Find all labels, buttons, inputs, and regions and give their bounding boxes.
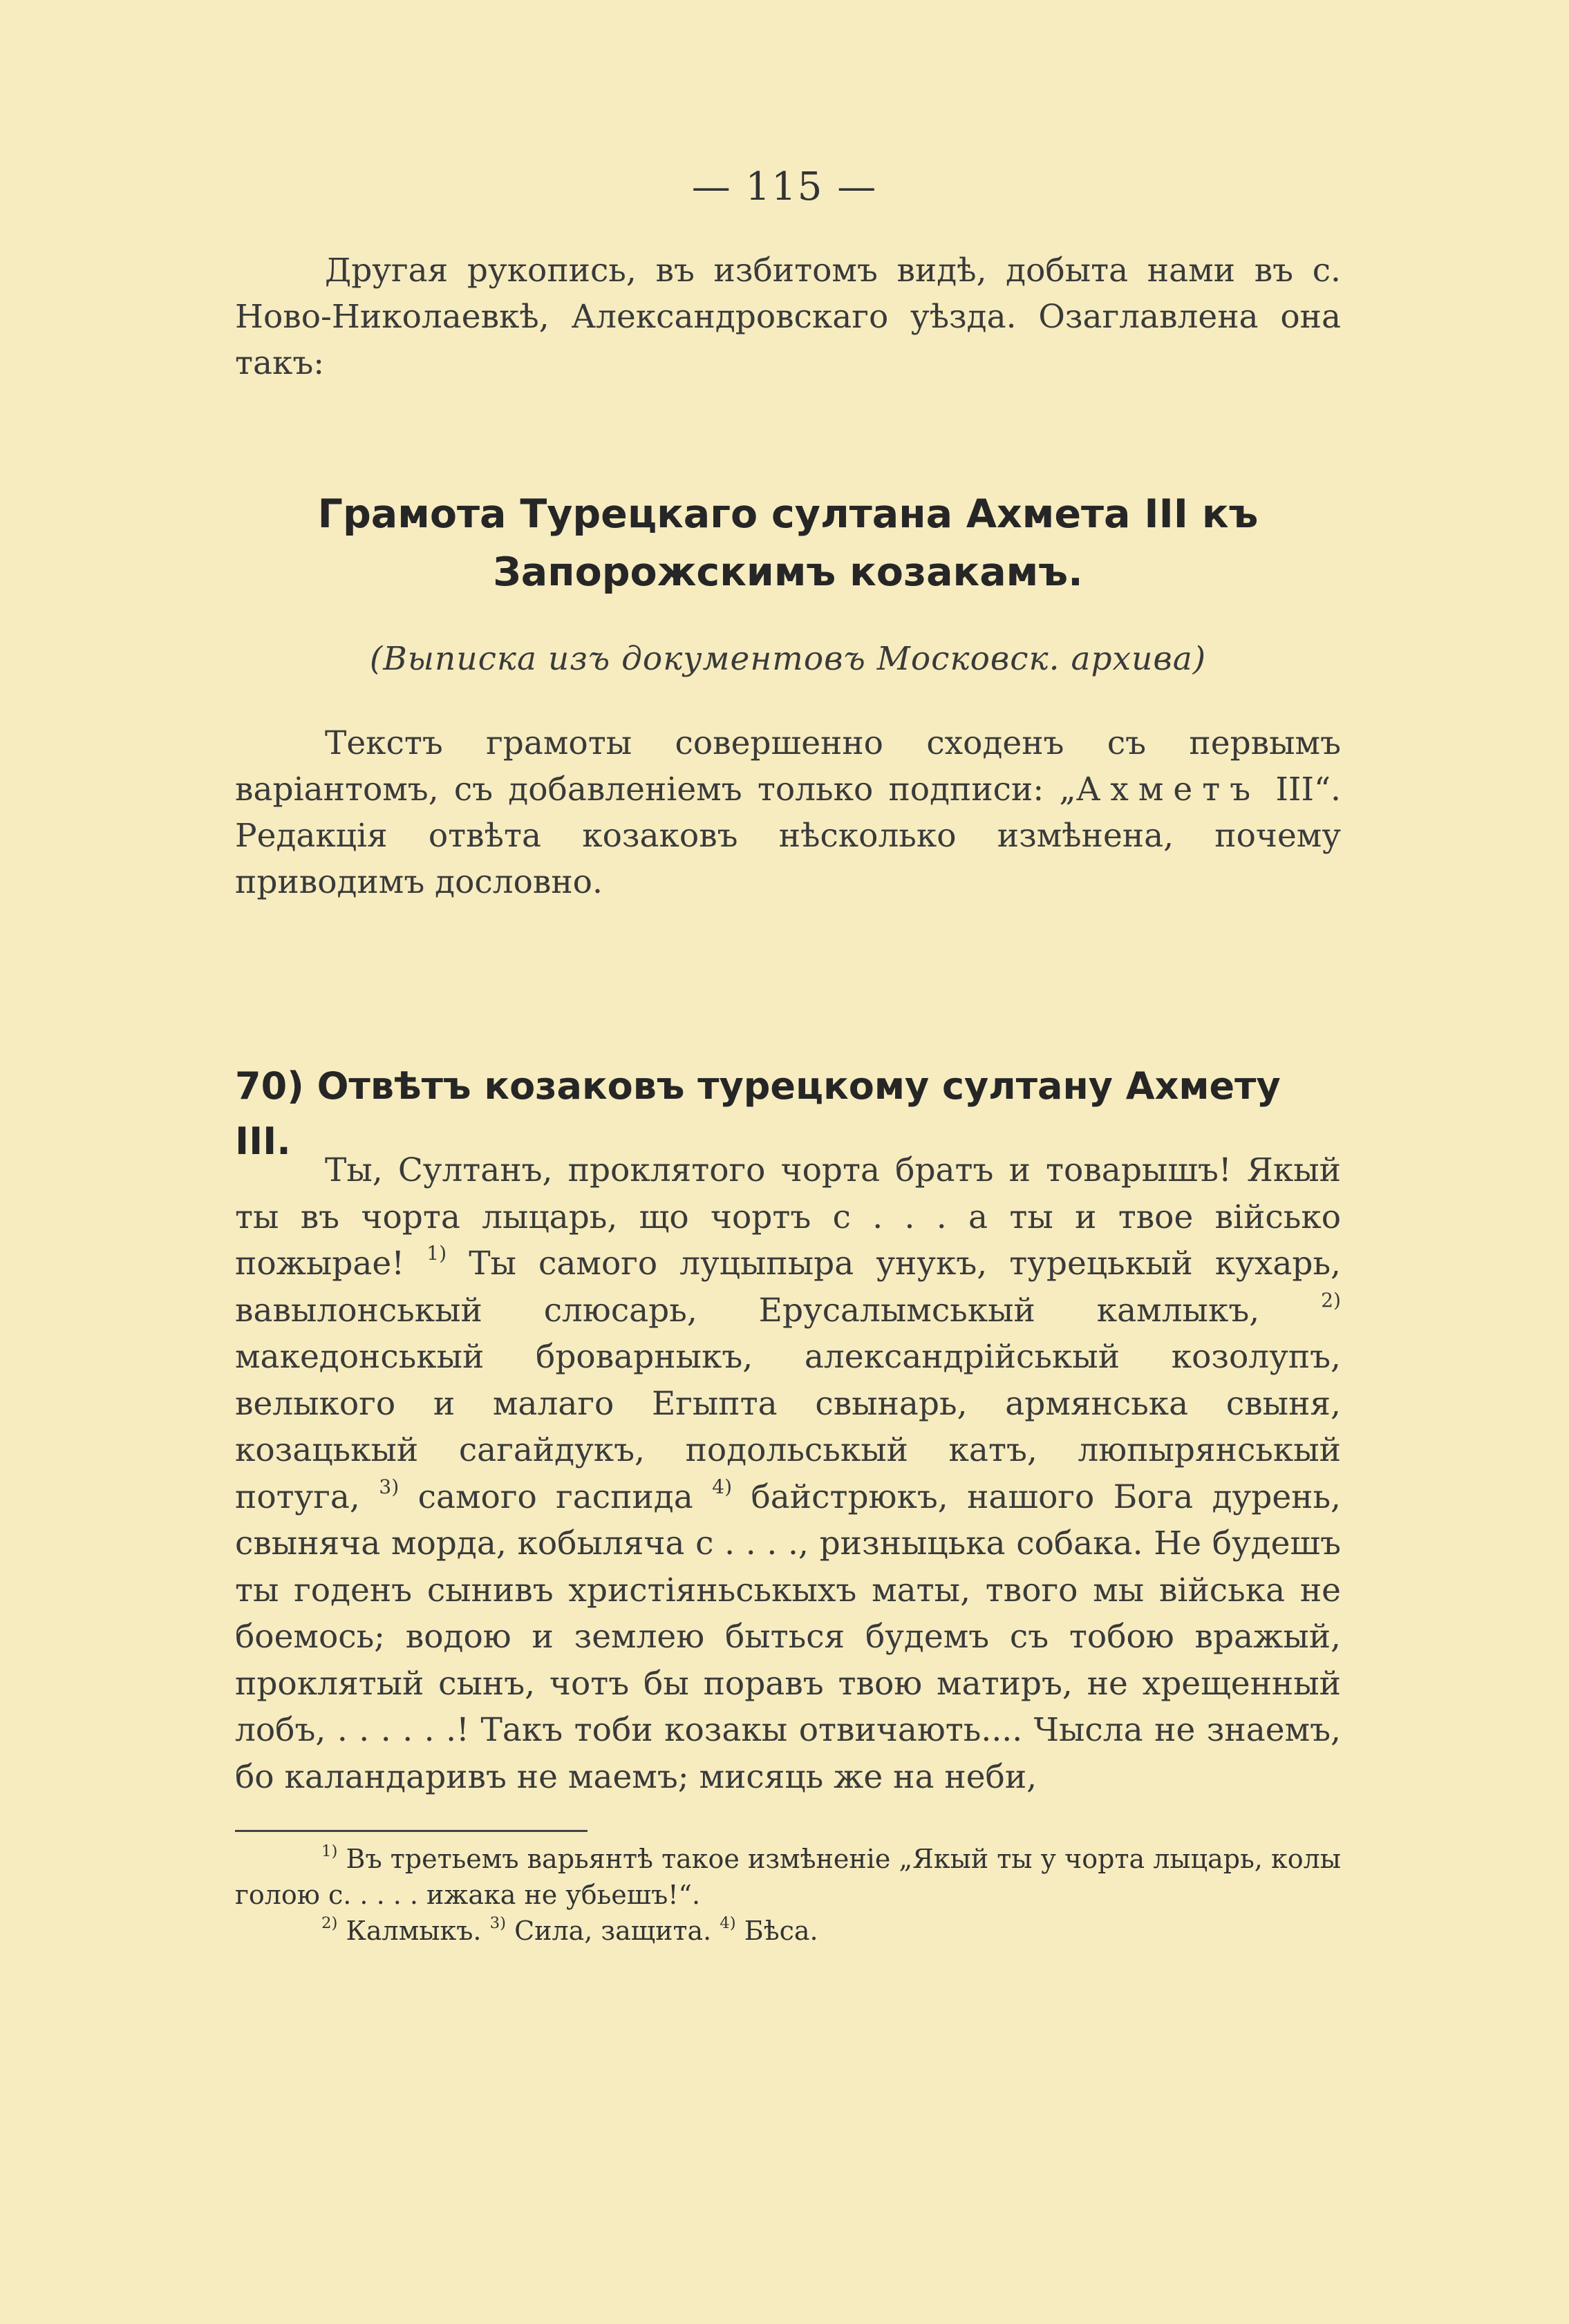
answer-text-3: македонськый броварныкъ, александрійськый козолупъ, велыкого и малаго Егыпта свынарь, армянська свыня, козацькый сагайдукъ, подольськый катъ, люпырянськый потуга, [235,1338,1341,1516]
page-number: — 115 — [691,164,878,209]
footnote-1-marker: 1) [321,1842,338,1860]
signature-spaced: Ахметъ [1075,771,1261,809]
footnote-2-text: Калмыкъ. [337,1916,490,1946]
footnote-ref-2: 2) [1321,1288,1341,1312]
variant-text-end: III“. Редакція отвѣта козаковъ нѣсколько измѣнена, почему приводимъ дословно. [235,771,1341,901]
footnote-2-marker: 2) [321,1914,338,1932]
answer-text-1: Ты, Султанъ, проклятого чорта братъ и товарышъ! Якый ты въ чорта лыцарь, що чортъ с . . . а ты и твое військо пожырае! [235,1151,1341,1283]
answer-text-4: самого гаспида [399,1477,713,1516]
footnote-1 [235,1841,1341,1913]
variant-text-start: Текстъ грамоты совершенно сходенъ съ первымъ варіантомъ, съ добавленіемъ только подписи: „ [235,724,1341,809]
footnote-2-3-4 [235,1913,1341,1949]
charter-subtitle: (Выписка изъ документовъ Московск. архива) [369,640,1207,678]
footnote-ref-4: 4) [712,1475,733,1498]
footnote-4-marker: 4) [720,1914,736,1932]
charter-title: Грамота Турецкаго султана Ахмета III къ Запорожскимъ козакамъ. [317,491,1259,595]
footnote-1-text: Въ третьемъ варьянтѣ такое измѣненіе „Якый ты у чорта лыцарь, колы голою с. . . . . ижака не убьешъ!“. [235,1844,1341,1910]
footnote-3-marker: 3) [489,1914,506,1932]
answer-text-2: Ты самого луцыпыра унукъ, турецькый кухарь, вавылонськый слюсарь, Ерусалымськый камлыкъ, [235,1245,1342,1330]
footnote-3-text: Сила, защита. [505,1916,720,1946]
footnote-divider [235,1830,588,1832]
answer-text-5: байстрюкъ, нашого Бога дурень, свыняча морда, кобыляча с . . . ., ризныцька собака. Не будешъ ты годенъ сынивъ христіяньськыхъ маты, твого мы війська не боемось; водою и землею быться будемъ съ тобою вражый, проклятый сынъ, чотъ бы поравъ твою матиръ, не хрещенный лобъ, . . . . . .! Такъ тоби козакы отвичають.... Чысла не знаемъ, бо каландаривъ не маемъ; мисяць же на неби, [235,1477,1341,1796]
intro-paragraph: Другая рукопись, въ избитомъ видѣ, добыта нами въ с. Ново-Николаевкѣ, Александровскаго уѣзда. Озаглавлена она такъ: [235,252,1341,382]
variant-paragraph [235,720,1341,905]
footnotes [235,1841,1341,1949]
footnote-ref-3: 3) [379,1475,400,1498]
answer-heading: 70) Отвѣтъ козаковъ турецкому султану Ахмету III. [235,1064,1281,1163]
answer-paragraph [235,1147,1341,1800]
footnote-ref-1: 1) [426,1241,447,1265]
footnote-4-text: Бѣса. [735,1916,818,1946]
